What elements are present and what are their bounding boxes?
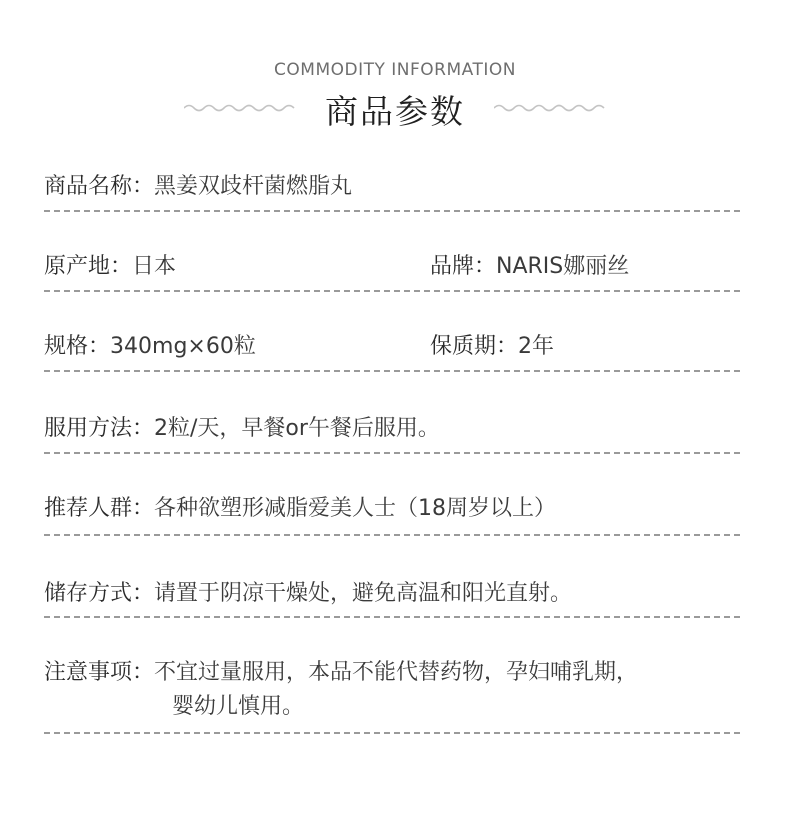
audience-label: 推荐人群： bbox=[44, 496, 155, 521]
notes-field bbox=[44, 656, 638, 724]
spec-field bbox=[44, 332, 256, 362]
spec-row-spec-shelf-life bbox=[44, 292, 740, 372]
product-name-field bbox=[44, 172, 352, 202]
brand-value: NARIS娜丽丝 bbox=[496, 254, 630, 279]
notes-value-line-2: 婴幼儿慎用。 bbox=[172, 694, 305, 719]
section-title: 商品参数 bbox=[325, 92, 465, 131]
brand-label: 品牌： bbox=[430, 254, 497, 279]
spec-row-audience bbox=[44, 454, 740, 536]
origin-field bbox=[44, 252, 176, 282]
audience-field bbox=[44, 494, 556, 524]
shelf-life-field bbox=[430, 332, 554, 362]
usage-field bbox=[44, 414, 440, 444]
spec-row-origin-brand bbox=[44, 212, 740, 292]
shelf-life-label: 保质期： bbox=[430, 334, 519, 359]
spec-row-product-name bbox=[44, 150, 740, 212]
product-name-value: 黑姜双歧杆菌燃脂丸 bbox=[154, 174, 353, 199]
origin-value: 日本 bbox=[132, 254, 177, 279]
section-subtitle: COMMODITY INFORMATION bbox=[274, 60, 516, 80]
storage-field bbox=[44, 579, 572, 609]
shelf-life-value: 2年 bbox=[518, 334, 555, 359]
notes-value-line-1: 不宜过量服用，本品不能代替药物，孕妇哺乳期， bbox=[154, 660, 639, 685]
spec-row-notes bbox=[44, 618, 740, 734]
storage-value: 请置于阴凉干燥处，避免高温和阳光直射。 bbox=[154, 581, 573, 606]
usage-label: 服用方法： bbox=[44, 416, 155, 441]
brand-field bbox=[430, 252, 629, 282]
origin-label: 原产地： bbox=[44, 254, 133, 279]
storage-label: 储存方式： bbox=[44, 581, 155, 606]
section-header bbox=[0, 0, 790, 140]
notes-label: 注意事项： bbox=[44, 660, 155, 685]
spec-row-storage bbox=[44, 536, 740, 618]
spec-label: 规格： bbox=[44, 334, 111, 359]
product-name-label: 商品名称： bbox=[44, 174, 155, 199]
usage-value: 2粒/天，早餐or午餐后服用。 bbox=[154, 416, 440, 441]
spec-value: 340mg×60粒 bbox=[110, 334, 256, 359]
spec-row-usage bbox=[44, 372, 740, 454]
audience-value: 各种欲塑形减脂爱美人士（18周岁以上） bbox=[154, 496, 557, 521]
wave-decoration-right-icon bbox=[494, 100, 606, 116]
